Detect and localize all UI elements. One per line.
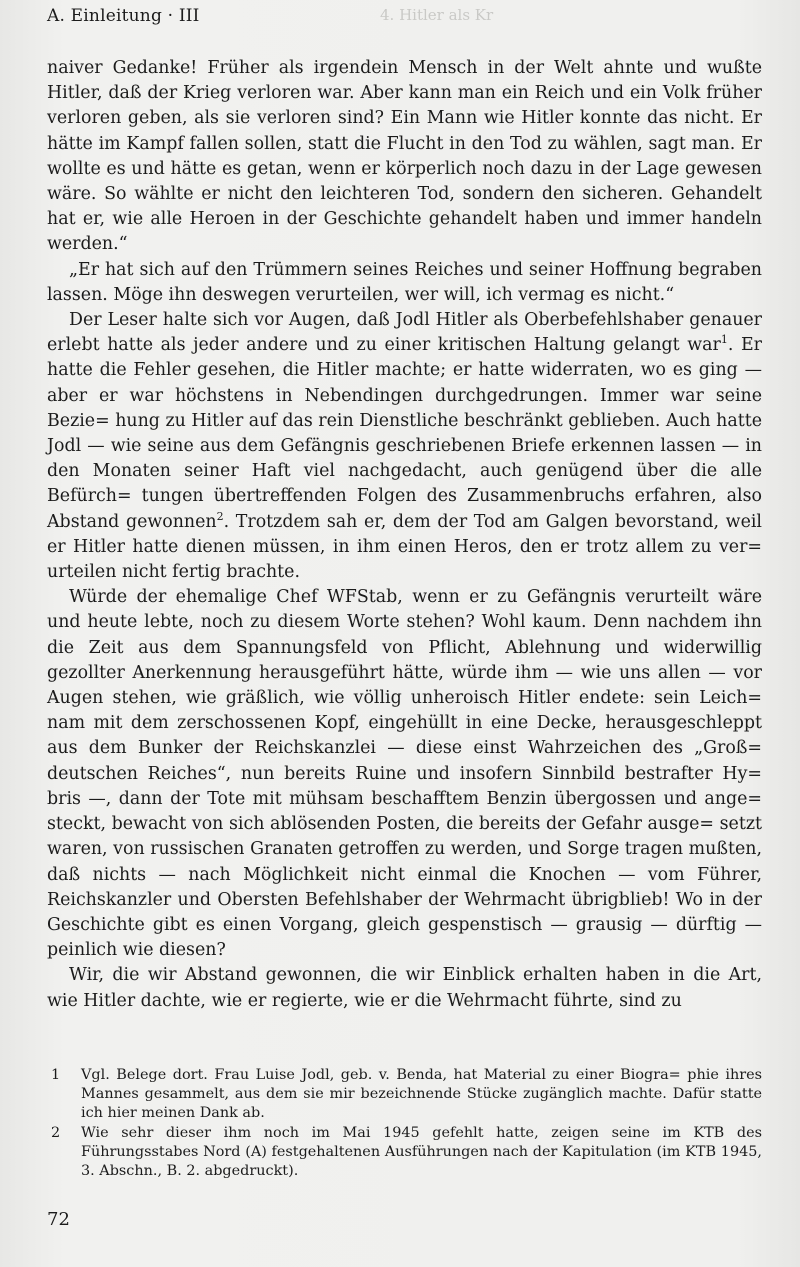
footnote-ref-1[interactable]: 1: [720, 333, 728, 347]
bleed-through-text: 4. Hitler als Kr: [380, 6, 494, 24]
paragraph-5: Wir, die wir Abstand gewonnen, die wir Einblick erhalten haben in die Art, wie Hitler dachte, wie er regierte, wie er die Wehrmacht führte, sind zu: [47, 965, 762, 1011]
paragraph-2: „Er hat sich auf den Trümmern seines Reiches und seiner Hoffnung begraben lassen. Möge ihn deswegen verurteilen, wer will, ich vermag es nicht.“: [47, 259, 762, 305]
paragraph-3-part-a: Der Leser halte sich vor Augen, daß Jodl Hitler als Oberbefehlshaber genauer erlebt hatte als jeder andere und zu einer kritischen Haltung gelangt war: [47, 310, 762, 356]
paragraph-4: Würde der ehemalige Chef WFStab, wenn er zu Gefängnis verurteilt wäre und heute lebte, noch zu diesem Worte stehen? Wohl kaum. Denn nachdem ihn die Zeit aus dem Spannungsfeld von Pflicht, Ablehnung und widerwillig gezollter Anerkennung herausgeführt hätte, würde ihm — wie uns allen — vor Augen stehen, wie gräßlich, wie völlig unheroisch Hitler endete: sein Leich= nam mit dem zerschossenen Kopf, eingehüllt in eine Decke, herausgeschleppt aus dem Bunker der Reichskanzlei — diese einst Wahrzeichen des „Groß= deutschen Reiches“, nun bereits Ruine und insofern Sinnbild bestrafter Hy= bris —, dann der Tote mit mühsam beschafftem Benzin übergossen und ange= steckt, bewacht von sich ablösenden Posten, die bereits der Gefahr ausge= setzt waren, von russischen Granaten getroffen zu werden, und Sorge tragen mußten, daß nichts — nach Möglichkeit nicht einmal die Knochen — vom Führer, Reichskanzler und Obersten Befehlshaber der Wehrmacht übrigblieb! Wo in der Geschichte gibt es einen Vorgang, gleich gespenstisch — grausig — dürftig — peinlich wie diesen?: [47, 587, 762, 961]
paragraph-1: naiver Gedanke! Früher als irgendein Mensch in der Welt ahnte und wußte Hitler, daß der Krieg verloren war. Aber kann man ein Reich und ein Volk früher verloren geben, als sie verloren sind? Ein Mann wie Hitler konnte das nicht. Er hätte im Kampf fallen sollen, statt die Flucht in den Tod zu wählen, sagt man. Er wollte es und hätte es getan, wenn er körperlich noch dazu in der Lage gewesen wäre. So wählte er nicht den leichteren Tod, sondern den sicheren. Gehandelt hat er, wie alle Heroen in der Geschichte gehandelt haben und immer handeln werden.“: [47, 58, 762, 255]
footnote-number: 2: [51, 1125, 61, 1141]
footnote: [47, 1124, 762, 1181]
paragraph-3-part-b: . Er hatte die Fehler gesehen, die Hitler machte; er hatte widerraten, wo es ging — aber er war höchstens in Nebendingen durchgedrungen. Immer war seine Bezie= hung zu Hitler auf das rein Dienstliche beschränkt geblieben. Auch hatte Jodl — wie seine aus dem Gefängnis geschriebenen Briefe erkennen lassen — in den Monaten seiner Haft viel nachgedacht, auch genügend über die alle Befürch= tungen übertreffenden Folgen des Zusammenbruchs erfahren, also Abstand gewonnen: [47, 335, 762, 532]
footnote-text: Vgl. Belege dort. Frau Luise Jodl, geb. v. Benda, hat Material zu einer Biogra= phie ihres Mannes gesammelt, aus dem sie mir bezeichnende Stücke zugänglich machte. Dafür statte ich hier meinen Dank ab.: [81, 1067, 762, 1121]
running-head: A. Einleitung · III: [47, 6, 200, 26]
page-number: 72: [47, 1209, 70, 1230]
footnote-ref-2[interactable]: 2: [216, 509, 224, 523]
footnotes: [47, 1066, 762, 1182]
footnote-number: 1: [51, 1067, 61, 1083]
paragraph-3: [47, 308, 762, 585]
footnote-text: Wie sehr dieser ihm noch im Mai 1945 gefehlt hatte, zeigen seine im KTB des Führungsstabes Nord (A) festgehaltenen Ausführungen nach der Kapitulation (im KTB 1945, 3. Abschn., B. 2. abgedruckt).: [81, 1125, 762, 1179]
body-text: [47, 56, 762, 1014]
paragraph-3-part-c: . Trotzdem sah er, dem der Tod am Galgen bevorstand, weil er Hitler hatte dienen müssen, in ihm einen Heros, den er trotz allem zu ver= urteilen nicht fertig brachte.: [47, 511, 762, 583]
footnote: [47, 1066, 762, 1123]
